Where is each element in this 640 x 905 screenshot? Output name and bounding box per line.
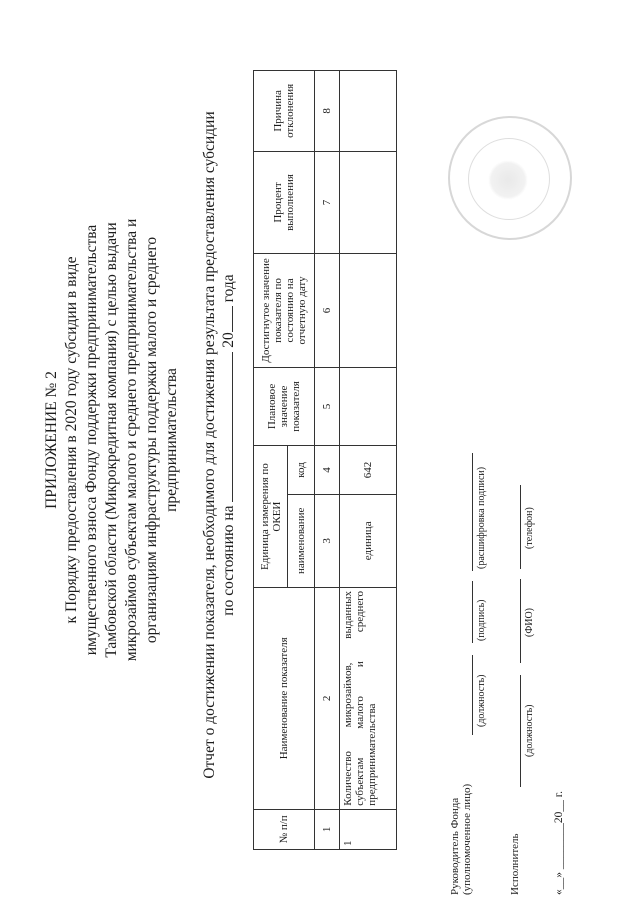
header-unit-code: код bbox=[288, 446, 315, 494]
colnum-7: 7 bbox=[315, 151, 340, 253]
table-row bbox=[340, 71, 397, 850]
row-unit-name: единица bbox=[340, 494, 397, 587]
header-num: № п/п bbox=[254, 809, 315, 849]
colnum-8: 8 bbox=[315, 71, 340, 152]
head-label-1: Руководитель Фонда bbox=[449, 797, 461, 895]
report-year-prefix: 20 bbox=[220, 332, 237, 348]
row-unit-code: 642 bbox=[340, 446, 397, 494]
colnum-5: 5 bbox=[315, 367, 340, 446]
row-percent bbox=[340, 151, 397, 253]
head-caption-position: (должность) bbox=[476, 674, 487, 727]
head-decode-line bbox=[472, 453, 473, 571]
executor-caption-name: (ФИО) bbox=[524, 607, 535, 637]
header-percent: Процент выполнения bbox=[254, 151, 315, 253]
row-num: 1 bbox=[340, 809, 397, 849]
appendix-line-6: предпринимательства bbox=[163, 368, 180, 512]
report-title-line-1: Отчет о достижении показателя, необходимого для достижения результата предоставления субсидии bbox=[201, 111, 218, 779]
executor-position-line bbox=[520, 675, 521, 787]
row-achieved bbox=[340, 254, 397, 368]
seal-emblem bbox=[488, 160, 528, 200]
date-line: «__» ________20__ г. bbox=[553, 790, 565, 895]
colnum-3: 3 bbox=[315, 494, 340, 587]
header-unit: Единица измерения по ОКЕИ bbox=[254, 446, 288, 588]
report-title bbox=[200, 80, 238, 810]
header-unit-name: наименование bbox=[288, 494, 315, 587]
executor-caption-position: (должность) bbox=[524, 704, 535, 757]
year-blank bbox=[220, 306, 233, 332]
row-name: Количество микрозаймов, выданных субъектам малого и среднего предпринимательства bbox=[340, 587, 397, 809]
row-reason bbox=[340, 71, 397, 152]
head-caption-signature: (подпись) bbox=[476, 599, 487, 641]
table-header-row bbox=[254, 71, 288, 850]
official-seal bbox=[448, 116, 572, 240]
row-plan bbox=[340, 367, 397, 446]
colnum-4: 4 bbox=[315, 446, 340, 494]
report-title-prefix: по состоянию на bbox=[220, 505, 237, 616]
colnum-2: 2 bbox=[315, 587, 340, 809]
colnum-1: 1 bbox=[315, 809, 340, 849]
report-title-line-2 bbox=[219, 80, 238, 810]
head-caption-decode: (расшифровка подписи) bbox=[476, 466, 487, 569]
header-reason: Причина отклонения bbox=[254, 71, 315, 152]
appendix-line-4: микрозаймов субъектам малого и среднего предпринимательства и bbox=[123, 218, 140, 662]
appendix-header bbox=[42, 115, 182, 765]
date-blank bbox=[220, 352, 233, 502]
executor-phone-line bbox=[520, 485, 521, 569]
report-table bbox=[253, 70, 397, 850]
report-title-suffix: года bbox=[220, 274, 237, 303]
appendix-line-2: имущественного взноса Фонду поддержки предпринимательства bbox=[83, 224, 100, 656]
executor-name-line bbox=[520, 579, 521, 663]
executor-caption-phone: (телефон) bbox=[524, 507, 535, 549]
header-plan: Плановое значение показателя bbox=[254, 367, 315, 446]
head-position-line bbox=[472, 655, 473, 735]
appendix-line-1: к Порядку предоставления в 2020 году субсидии в виде bbox=[63, 256, 80, 624]
head-signature-line bbox=[472, 581, 473, 643]
executor-label: Исполнитель bbox=[509, 833, 521, 895]
table-colnum-row bbox=[315, 71, 340, 850]
header-achieved: Достигнутое значение показателя по состоянию на отчетную дату bbox=[254, 254, 315, 368]
head-label-2: (уполномоченное лицо) bbox=[461, 783, 473, 895]
appendix-line-3: Тамбовской области (Микрокредитная компания) с целью выдачи bbox=[103, 222, 120, 658]
appendix-title: ПРИЛОЖЕНИЕ № 2 bbox=[43, 371, 60, 509]
header-name: Наименование показателя bbox=[254, 587, 315, 809]
appendix-line-5: организациям инфраструктуры поддержки малого и среднего bbox=[143, 236, 160, 644]
colnum-6: 6 bbox=[315, 254, 340, 368]
